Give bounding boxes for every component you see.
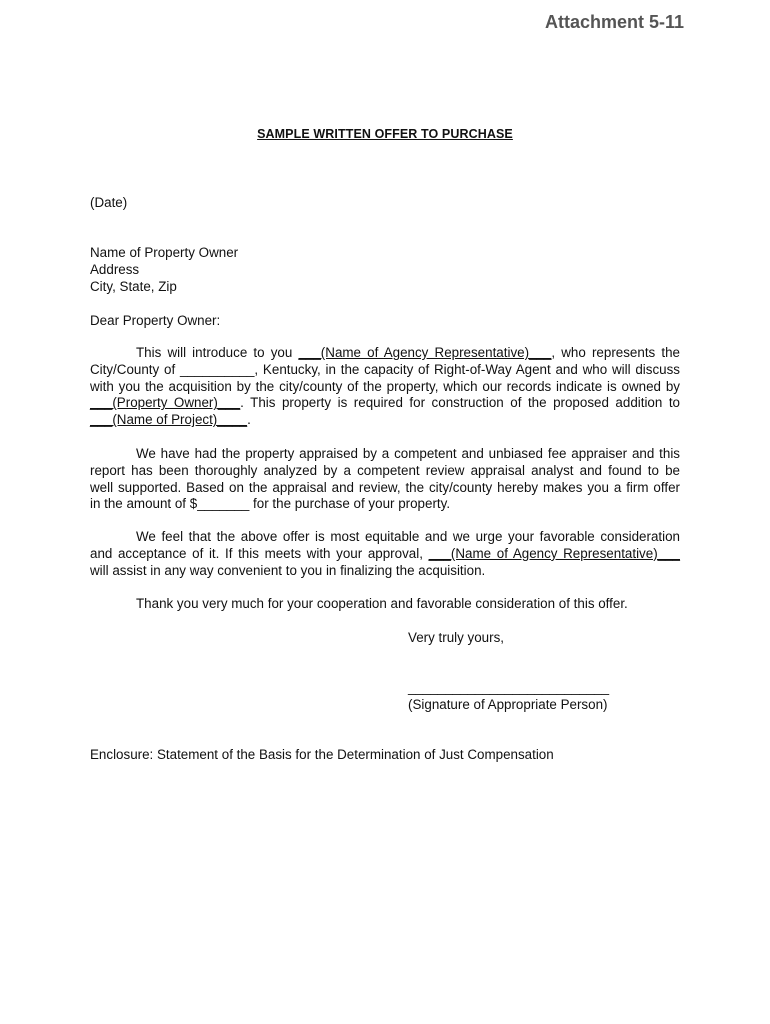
property-owner-blank: ___(Property Owner)___ — [90, 395, 241, 411]
salutation: Dear Property Owner: — [90, 313, 221, 328]
paragraph-acceptance — [90, 529, 680, 579]
date-placeholder: (Date) — [90, 195, 128, 210]
paragraph-line: will assist in any way convenient to you in finalizing the acquisition. — [90, 562, 486, 578]
paragraph-line: City/County of __________, Kentucky, in the capacity of Right-of-Way Agent and who will discuss — [90, 361, 680, 377]
paragraph-line: well supported. Based on the appraisal and review, the city/county hereby makes you a firm offer — [90, 479, 680, 495]
text-fragment: This will introduce to you — [136, 345, 299, 360]
signature-label: (Signature of Appropriate Person) — [408, 697, 608, 712]
attachment-label: Attachment 5-11 — [544, 12, 684, 32]
paragraph-introduction — [90, 345, 680, 429]
project-name-blank: ___(Name of Project)____ — [90, 412, 248, 428]
paragraph-line: with you the acquisition by the city/county of the property, which our records indicate is owned by — [90, 378, 680, 394]
text-fragment: , who represents the — [551, 345, 680, 360]
enclosure-note: Enclosure: Statement of the Basis for the Determination of Just Compensation — [90, 747, 554, 762]
paragraph-line: report has been thoroughly analyzed by a competent review appraisal analyst and found to be — [90, 462, 680, 478]
agency-representative-blank: ___(Name of Agency Representative)___ — [298, 345, 552, 360]
valediction: Very truly yours, — [408, 630, 504, 645]
paragraph-line — [90, 412, 680, 429]
text-fragment: and acceptance of it. If this meets with your approval, — [90, 545, 429, 561]
paragraph-line: in the amount of $_______ for the purchase of your property. — [90, 496, 451, 512]
address-block — [90, 245, 680, 295]
paragraph-appraisal — [90, 446, 680, 513]
paragraph-line: We have had the property appraised by a competent and unbiased fee appraiser and this — [136, 446, 680, 461]
paragraph-line: We feel that the above offer is most equitable and we urge your favorable consideration — [136, 529, 680, 544]
paragraph-thanks: Thank you very much for your cooperation and favorable consideration of this offer. — [136, 596, 628, 611]
paragraph-line — [90, 345, 680, 362]
text-fragment: . — [247, 412, 251, 428]
text-fragment: . This property is required for construction of the proposed addition to — [240, 395, 681, 411]
signature-line: ___________________________ — [408, 680, 610, 695]
owner-address-line: Address — [90, 261, 140, 277]
document-title: SAMPLE WRITTEN OFFER TO PURCHASE — [257, 127, 513, 141]
paragraph-line — [90, 546, 680, 563]
agency-representative-blank: ___(Name of Agency Representative)___ — [428, 545, 680, 561]
owner-city-line: City, State, Zip — [90, 278, 177, 294]
paragraph-line — [90, 395, 680, 412]
owner-name-line: Name of Property Owner — [90, 245, 239, 260]
